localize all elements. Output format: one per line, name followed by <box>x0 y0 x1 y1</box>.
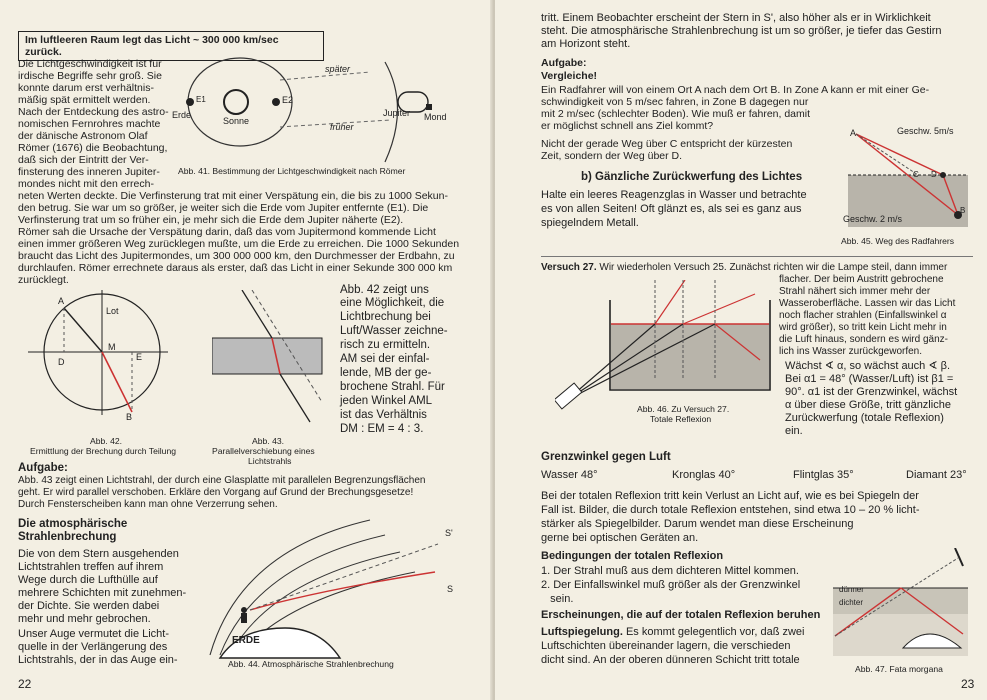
fig41-label-erde: Erde <box>172 110 192 120</box>
luft-line: Es kommt gelegentlich vor, daß zwei <box>625 626 805 638</box>
para-line: braucht das Licht des Jupitermondes, um 300 000 000 km, den Durchmesser der Erdbahn, zu <box>18 250 455 262</box>
left-page <box>0 0 492 700</box>
intro-line: Nach der Entdeckung des astro- <box>18 106 169 118</box>
erscheinungen-heading: Erscheinungen, die auf der totalen Reflexion beruhen <box>541 609 821 621</box>
fig44-label-s: S <box>447 584 454 594</box>
para-line: den betrug. Sie war um so größer, je weiter sich die Erde vom Jupiter entfernte (E1). Die <box>18 202 429 214</box>
intro-line: Die Lichtgeschwindigkeit ist für <box>18 58 162 70</box>
page-number-left: 22 <box>18 677 32 691</box>
fig41-label-spaeter: später <box>325 64 351 74</box>
section-b-heading: b) Gänzliche Zurückwerfung des Lichtes <box>581 171 803 183</box>
fig42-label-b: B <box>126 412 133 422</box>
para-line: Römer sah die Ursache der Verspätung darin, daß das vom Jupitermond kommende Licht <box>18 226 436 238</box>
para-line: zurücklegt. <box>18 274 69 286</box>
fig41-label-e1: E1 <box>196 95 206 104</box>
para-line: einen immer größeren Weg zurücklegen mußte, um die Erde zu erreichen. Die 1000 Sekunden <box>18 238 460 250</box>
aufgabe-heading: Aufgabe: <box>18 462 68 474</box>
atmo-line: quelle in der Verlängerung des <box>18 641 168 653</box>
intro-line: mäßig spät ermittelt werden. <box>18 94 151 106</box>
b-line: spiegelndem Metall. <box>541 217 639 229</box>
fig47-label-duenner: dünner <box>839 585 864 594</box>
fig43-diagram <box>212 290 327 430</box>
atmo-line: Lichtstrahls, der in das Auge ein- <box>18 654 178 666</box>
intro-line: irdische Begriffe sehr groß. Sie <box>18 70 162 82</box>
para-line: durchlaufen. Römer errechnete daraus als erster, daß das Licht in einer Sekunde 300 000 km <box>18 262 453 274</box>
fig47-label-dichter: dichter <box>839 598 864 607</box>
rad-line: Ein Radfahrer will von einem Ort A nach dem Ort B. In Zone A kann er mit einer Ge- <box>541 84 930 96</box>
fig45-label-a: A <box>850 128 857 138</box>
aufgabe-line: Abb. 43 zeigt einen Lichtstrahl, der durch eine Glasplatte mit parallelen Begrenzungsflächen <box>18 475 426 486</box>
intro-line: mondes nicht mit den errech- <box>18 178 154 190</box>
fig46-diagram <box>555 280 775 410</box>
intro-line: nomischen Fernrohres machte <box>18 118 161 130</box>
rad-line-2: Nicht der gerade Weg über C entspricht der kürzesten <box>541 138 793 150</box>
intro-line: daß sich der Eintritt der Ver- <box>18 154 149 166</box>
fig42-label-e: E <box>136 352 143 362</box>
intro-line: finsterung des inneren Jupiter- <box>18 166 160 178</box>
atmo-line: mehrere Schichten mit zunehmen- <box>18 587 187 599</box>
fig42-diagram <box>20 290 170 430</box>
bedingung-item: 1. Der Strahl muß aus dem dichteren Mittel kommen. <box>541 565 799 577</box>
wachst-line: Bei α1 = 48° (Wasser/Luft) ist β1 = <box>785 373 954 385</box>
page-number-right: 23 <box>961 677 975 691</box>
wachst-line: ein. <box>785 425 803 437</box>
fig42-text-line: Lichtbrechung bei <box>340 311 431 323</box>
fig43-caption-3: Lichtstrahls <box>248 456 292 466</box>
grenz-value: Kronglas 40° <box>672 469 736 481</box>
fig46-caption-1: Abb. 46. Zu Versuch 27. <box>637 404 730 414</box>
luft-line: Luftschichten übereinander lagern, die verschieden <box>541 640 791 652</box>
luft-line: dicht sind. An der oberen dünneren Schicht tritt totale <box>541 654 800 666</box>
fig44-label-s-prime: S' <box>445 528 453 538</box>
right-top-line: am Horizont steht. <box>541 38 631 50</box>
versuch-line: Wasseroberfläche. Lassen wir das Licht <box>779 298 956 309</box>
right-top-line: steht. Die atmosphärische Strahlenbrechung ist um so größer, je tiefer das Gestirn <box>541 25 942 37</box>
fig42-text-line: eine Möglichkeit, die <box>340 297 445 309</box>
versuch-line: noch flacher strahlen (Einfallswinkel α <box>779 310 947 321</box>
bedingungen-heading: Bedingungen der totalen Reflexion <box>541 550 724 562</box>
fig41-label-mond: Mond <box>424 112 447 122</box>
fig42-text-line: lende, MB der ge- <box>340 367 432 379</box>
wachst-line: α über diese Größe, tritt gänzliche <box>785 399 951 411</box>
versuch-line: flacher. Der beim Austritt gebrochene <box>779 274 944 285</box>
fig46-caption-2: Totale Reflexion <box>650 414 712 424</box>
versuch-heading: Versuch 27. <box>541 262 597 273</box>
right-aufgabe-heading: Aufgabe: <box>541 57 587 69</box>
fig42-text-line: risch zu ermitteln. <box>340 339 431 351</box>
para-line: neten Werten deckte. Die Verfinsterung trat mit einer Verspätung ein, die bis zu 1000 Sekun- <box>18 190 448 202</box>
bedingung-item: 2. Der Einfallswinkel muß größer als der Grenzwinkel <box>541 579 801 591</box>
fig45-caption: Abb. 45. Weg des Radfahrers <box>841 236 955 246</box>
versuch-line: lich ins Wasser zurückgeworfen. <box>779 346 923 357</box>
fig42-label-a: A <box>58 296 65 306</box>
total-line: Bei der totalen Reflexion tritt kein Verlust an Licht auf, wie es bei Spiegeln der <box>541 490 919 502</box>
atmo-line: Die von dem Stern ausgehenden <box>18 548 179 560</box>
fig43-caption-1: Abb. 43. <box>252 436 285 446</box>
fig45-label-d: D <box>931 170 937 179</box>
fig44-caption: Abb. 44. Atmosphärische Strahlenbrechung <box>228 659 394 669</box>
intro-line: konnte darum erst verhältnis- <box>18 82 154 94</box>
rad-line: er möglichst schnell ans Ziel kommt? <box>541 120 714 132</box>
wachst-line: 90°. α1 ist der Grenzwinkel, wächst <box>785 386 958 398</box>
versuch-line: Strahl nähert sich immer mehr der <box>779 286 931 297</box>
fig41-label-jupiter: Jupiter <box>383 108 411 118</box>
total-line: Fall ist. Bilder, die durch totale Reflexion entstehen, sind etwa 10 – 20 % licht- <box>541 504 920 516</box>
grenz-value: Diamant 23° <box>906 469 967 481</box>
bedingung-item: sein. <box>541 593 574 605</box>
right-page <box>495 0 987 700</box>
intro-line: Römer (1676) die Beobachtung, <box>18 142 168 154</box>
fig42-caption-2: Ermittlung der Brechung durch Teilung <box>30 446 177 456</box>
atmo-line: mehr und mehr gebrochen. <box>18 613 151 625</box>
fig42-text-line: DM : EM = 4 : 3. <box>340 423 424 435</box>
fig42-text-line: brochene Strahl. Für <box>340 381 445 393</box>
atmo-line: Lichtstrahlen treffen auf ihrem <box>18 561 164 573</box>
fig41-caption: Abb. 41. Bestimmung der Lichtgeschwindigkeit nach Römer <box>178 166 406 176</box>
total-line: gerne bei optischen Geräten an. <box>541 532 699 544</box>
intro-line: der dänische Astronom Olaf <box>18 130 148 142</box>
grenz-value: Flintglas 35° <box>793 469 854 481</box>
atmo-heading-1: Die atmosphärische <box>18 518 128 530</box>
aufgabe-line: Durch Fensterscheiben kann man ohne Verzerrung sehen. <box>18 499 278 510</box>
fig41-label-e2: E2 <box>282 95 294 105</box>
fig41-label-frueher: früher <box>330 122 354 132</box>
fig42-text-line: ist das Verhältnis <box>340 409 427 421</box>
divider <box>541 256 973 257</box>
grenz-value: Wasser 48° <box>541 469 598 481</box>
aufgabe-line: geht. Er wird parallel verschoben. Erkläre den Vorgang auf Grund der Brechungsgesetze! <box>18 487 414 498</box>
b-line: Halte ein leeres Reagenzglas in Wasser und betrachte <box>541 189 807 201</box>
fig42-text-line: jeden Winkel AML <box>340 395 433 407</box>
atmo-heading-2: Strahlenbrechung <box>18 531 117 543</box>
fig42-label-lot: Lot <box>106 306 119 316</box>
fig42-text-line: AM sei der einfal- <box>340 353 430 365</box>
fig45-label-v2: Geschw. 2 m/s <box>843 214 903 224</box>
vergleiche: Vergleiche! <box>541 70 598 82</box>
fig43-caption-2: Parallelverschiebung eines <box>212 446 315 456</box>
fig41-label-sonne: Sonne <box>223 116 250 126</box>
versuch-first-text: Wir wiederholen Versuch 25. Zunächst richten wir die Lampe steil, dann immer <box>599 262 948 273</box>
luft-line-1 <box>541 626 804 638</box>
fig42-label-m: M <box>108 342 116 352</box>
wachst-line: Wächst ∢ α, so wächst auch ∢ β. <box>785 360 951 372</box>
versuch-line: wird größer), so tritt kein Licht mehr in <box>779 322 947 333</box>
grenz-heading: Grenzwinkel gegen Luft <box>541 451 671 463</box>
rad-line-2: Zeit, sondern der Weg über D. <box>541 150 683 162</box>
total-line: stärker als Spiegelbilder. Darum wendet man diese Erscheinung <box>541 518 854 530</box>
fig44-label-erde: ERDE <box>232 635 260 646</box>
rad-line: schwindigkeit von 5 m/sec fahren, in Zone B dagegen nur <box>541 96 809 108</box>
b-line: es von allen Seiten! Oft glänzt es, als sei es ganz aus <box>541 203 802 215</box>
versuch-line: die Luft hinaus, sondern es wird gänz- <box>779 334 948 345</box>
fig42-label-d: D <box>58 357 65 367</box>
fig42-text-line: Abb. 42 zeigt uns <box>340 284 429 296</box>
fig41-diagram <box>170 52 470 167</box>
left-title-box: Im luftleeren Raum legt das Licht ~ 300 000 km/sec zurück. <box>18 31 324 61</box>
wachst-line: Zurückwerfung (totale Reflexion) <box>785 412 944 424</box>
fig45-label-c: C <box>913 170 919 179</box>
fig42-text-line: Luft/Wasser zeichne- <box>340 325 448 337</box>
fig45-label-b: B <box>960 206 966 215</box>
versuch-first-line <box>541 262 947 274</box>
fig45-label-v1: Geschw. 5m/s <box>897 126 954 136</box>
para-line: Verfinsterung trat um so früher ein, je mehr sich die Erde dem Jupiter näherte (E2). <box>18 214 404 226</box>
atmo-line: der Dichte. Sie werden dabei <box>18 600 160 612</box>
right-top-line: tritt. Einem Beobachter erscheint der Stern in S', also höher als er in Wirklichkeit <box>541 12 931 24</box>
luft-heading: Luftspiegelung. <box>541 626 623 638</box>
rad-line: mit 2 m/sec (schlechter Boden). Wie muß er fahren, damit <box>541 108 811 120</box>
atmo-line: Unser Auge vermutet die Licht- <box>18 628 170 640</box>
fig47-caption: Abb. 47. Fata morgana <box>855 664 943 674</box>
fig42-caption-1: Abb. 42. <box>90 436 123 446</box>
atmo-line: Wege durch die Lufthülle auf <box>18 574 158 586</box>
